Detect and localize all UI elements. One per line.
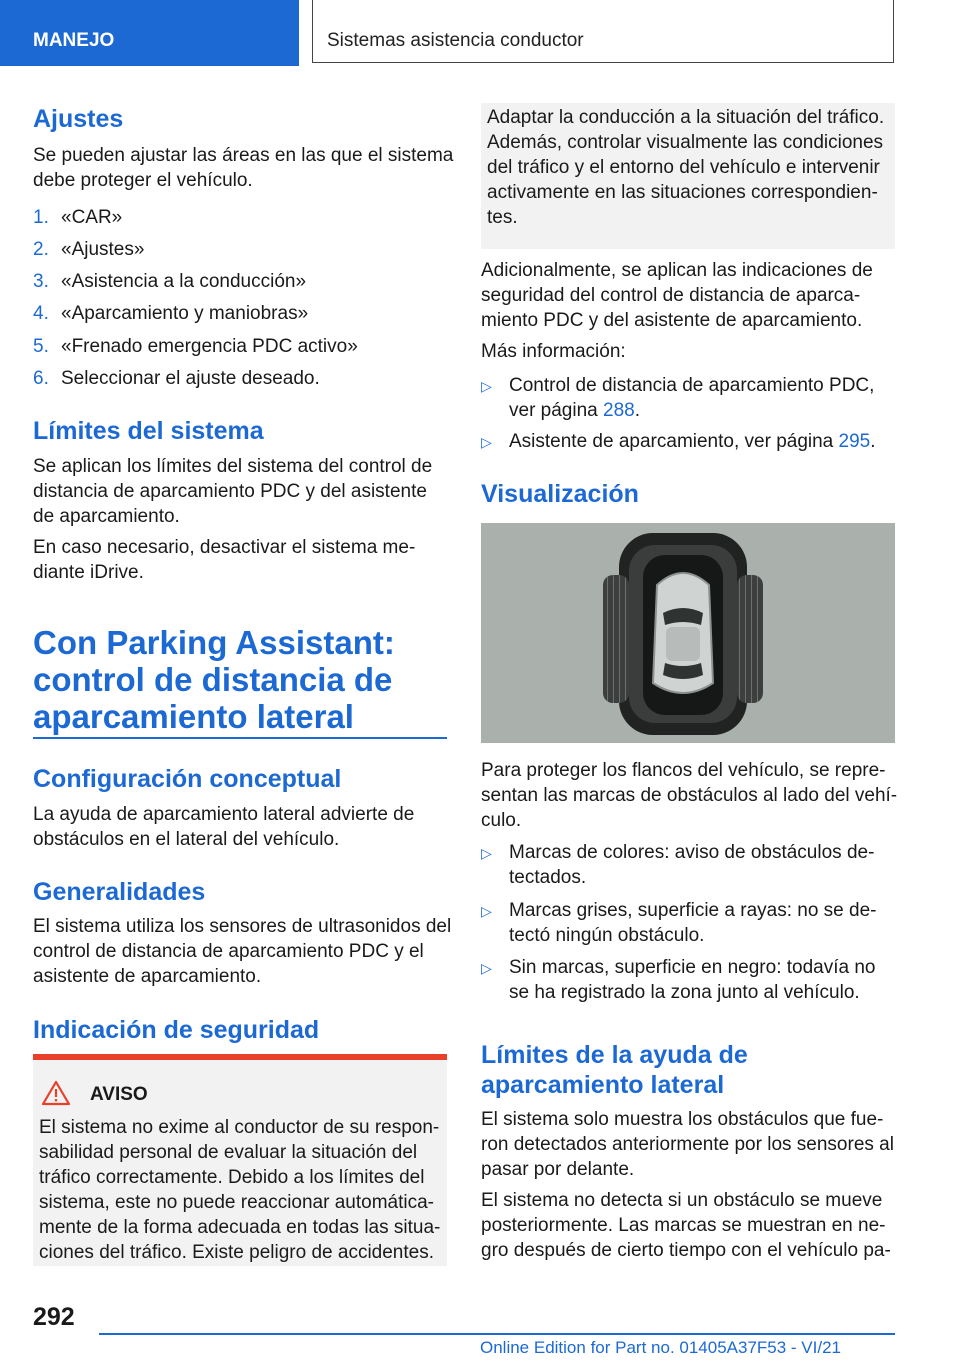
reference-item bbox=[509, 373, 874, 423]
warning-text bbox=[39, 1115, 440, 1265]
text-line: Sin marcas, superficie en negro: todavía no bbox=[509, 957, 876, 978]
text-line: se ha registrado la zona junto al vehículo. bbox=[509, 982, 860, 1003]
text-line: asistente de aparcamiento. bbox=[33, 966, 262, 987]
text-line: La ayuda de aparcamiento lateral advierte de bbox=[33, 804, 415, 825]
text-line: obstáculos en el lateral del vehículo. bbox=[33, 829, 340, 850]
text-line: Se pueden ajustar las áreas en las que el sistema bbox=[33, 145, 454, 166]
heading-line: Límites de la ayuda de bbox=[481, 1041, 748, 1069]
step-number: 3. bbox=[33, 271, 49, 292]
text-line: sentan las marcas de obstáculos al lado del vehí- bbox=[481, 785, 898, 806]
page-number: 292 bbox=[33, 1303, 75, 1331]
text-line: posteriormente. Las marcas se muestran en ne- bbox=[481, 1215, 886, 1236]
list-item bbox=[509, 898, 877, 948]
bullet-triangle-icon: ▷ bbox=[481, 845, 492, 861]
text-line: El sistema no exime al conductor de su respon- bbox=[39, 1117, 440, 1138]
chapter-header bbox=[312, 0, 894, 63]
main-heading bbox=[33, 624, 395, 735]
text-line: Adaptar la conducción a la situación del tráfico. bbox=[487, 107, 885, 128]
text-line: pasar por delante. bbox=[481, 1159, 635, 1180]
bullet-triangle-icon: ▷ bbox=[481, 434, 492, 450]
step-number: 6. bbox=[33, 368, 49, 389]
text-line: tectados. bbox=[509, 867, 587, 888]
page-link[interactable]: 288 bbox=[603, 400, 635, 421]
heading-line: aparcamiento lateral bbox=[481, 1071, 725, 1099]
text-line: El sistema utiliza los sensores de ultrasonidos del bbox=[33, 916, 452, 937]
step-number: 4. bbox=[33, 303, 49, 324]
step-number: 2. bbox=[33, 239, 49, 260]
step-text: «Ajustes» bbox=[61, 239, 145, 260]
text-line: tectó ningún obstáculo. bbox=[509, 925, 705, 946]
limites-text bbox=[33, 454, 432, 529]
ajustes-text bbox=[33, 143, 453, 193]
heading-rule bbox=[33, 737, 447, 739]
text-line: de aparcamiento. bbox=[33, 506, 180, 527]
text-line: ron detectados anteriormente por los sensores al bbox=[481, 1134, 894, 1155]
warning-box bbox=[33, 1060, 447, 1266]
caution-box bbox=[481, 103, 895, 249]
warning-label: AVISO bbox=[90, 1084, 148, 1105]
text-line: sabilidad personal de evaluar la situación del bbox=[39, 1142, 418, 1163]
edition-text: Online Edition for Part no. 01405A37F53 - VI/21 bbox=[480, 1338, 842, 1357]
step-number: 1. bbox=[33, 207, 49, 228]
ref-text: Asistente de aparcamiento, ver página bbox=[509, 431, 839, 452]
bullet-triangle-icon: ▷ bbox=[481, 903, 492, 919]
text-line: El sistema solo muestra los obstáculos que fue- bbox=[481, 1109, 884, 1130]
period: . bbox=[870, 431, 876, 452]
reference-item bbox=[509, 429, 876, 454]
text-line: debe proteger el vehículo. bbox=[33, 170, 253, 191]
text-line: Marcas de colores: aviso de obstáculos de- bbox=[509, 842, 875, 863]
heading-line: control de distancia de bbox=[33, 661, 393, 698]
step-text: «Asistencia a la conducción» bbox=[61, 271, 307, 292]
text-line: distancia de aparcamiento PDC y del asistente bbox=[33, 481, 427, 502]
limites-ayuda-text bbox=[481, 1107, 894, 1182]
caution-text bbox=[487, 105, 884, 230]
ref-text: ver página bbox=[509, 400, 604, 421]
config-heading: Configuración conceptual bbox=[33, 765, 342, 793]
text-line: seguridad del control de distancia de aparca- bbox=[481, 285, 861, 306]
text-line: Marcas grises, superficie a rayas: no se de- bbox=[509, 900, 877, 921]
text-line: activamente en las situaciones correspondien- bbox=[487, 182, 878, 203]
text-line: control de distancia de aparcamiento PDC y el bbox=[33, 941, 424, 962]
text-line: gro después de cierto tiempo con el vehículo pa- bbox=[481, 1240, 891, 1261]
adicional-text bbox=[481, 258, 873, 333]
text-line bbox=[509, 398, 874, 423]
footer-rule bbox=[99, 1333, 895, 1335]
page-link[interactable]: 295 bbox=[838, 431, 871, 452]
text-line: tes. bbox=[487, 207, 518, 228]
heading-line: Con Parking Assistant: bbox=[33, 624, 395, 661]
bullet-triangle-icon: ▷ bbox=[481, 960, 492, 976]
list-item bbox=[509, 840, 874, 890]
general-text bbox=[33, 914, 451, 989]
list-item bbox=[509, 955, 875, 1005]
text-line: En caso necesario, desactivar el sistema me- bbox=[33, 537, 416, 558]
ajustes-heading: Ajustes bbox=[33, 105, 124, 133]
text-line: Además, controlar visualmente las condiciones bbox=[487, 132, 884, 153]
text-line: culo. bbox=[481, 810, 522, 831]
step-text: Seleccionar el ajuste deseado. bbox=[61, 368, 320, 389]
limites-heading: Límites del sistema bbox=[33, 417, 264, 445]
text-line: sistema, este no puede reaccionar automática- bbox=[39, 1192, 434, 1213]
section-tab bbox=[0, 0, 299, 66]
text-line: miento PDC y del asistente de aparcamiento. bbox=[481, 310, 863, 331]
text-line: diante iDrive. bbox=[33, 562, 144, 583]
warning-icon bbox=[41, 1080, 71, 1106]
period: . bbox=[634, 400, 640, 421]
step-number: 5. bbox=[33, 336, 49, 357]
mas-info-label: Más información: bbox=[481, 341, 626, 362]
limites-text-2 bbox=[33, 535, 415, 585]
heading-line: aparcamiento lateral bbox=[33, 698, 354, 735]
seguridad-heading: Indicación de seguridad bbox=[33, 1016, 320, 1044]
text-line: tráfico correctamente. Debido a los límites del bbox=[39, 1167, 425, 1188]
limites-ayuda-heading bbox=[481, 1040, 748, 1100]
text-line: Adicionalmente, se aplican las indicaciones de bbox=[481, 260, 873, 281]
text-line: El sistema no detecta si un obstáculo se mueve bbox=[481, 1190, 883, 1211]
step-text: «Frenado emergencia PDC activo» bbox=[61, 336, 358, 357]
text-line: mente de la forma adecuada en todas las situa- bbox=[39, 1217, 441, 1238]
parking-display-figure bbox=[481, 523, 895, 743]
step-text: «Aparcamiento y maniobras» bbox=[61, 303, 309, 324]
visual-heading: Visualización bbox=[481, 480, 639, 508]
limites-ayuda-text-2 bbox=[481, 1188, 891, 1263]
text-line: Control de distancia de aparcamiento PDC, bbox=[509, 375, 875, 396]
text-line: ciones del tráfico. Existe peligro de accidentes. bbox=[39, 1242, 434, 1263]
chapter-label: Sistemas asistencia conductor bbox=[327, 30, 584, 51]
text-line: Se aplican los límites del sistema del control de bbox=[33, 456, 433, 477]
step-text: «CAR» bbox=[61, 207, 123, 228]
text-line: Para proteger los flancos del vehículo, se repre- bbox=[481, 760, 886, 781]
visual-text bbox=[481, 758, 897, 833]
text-line: del tráfico y el entorno del vehículo e intervenir bbox=[487, 157, 880, 178]
general-heading: Generalidades bbox=[33, 878, 206, 906]
config-text bbox=[33, 802, 414, 852]
bullet-triangle-icon: ▷ bbox=[481, 378, 492, 394]
car-top-view-icon bbox=[481, 523, 895, 743]
section-label: MANEJO bbox=[33, 30, 115, 51]
